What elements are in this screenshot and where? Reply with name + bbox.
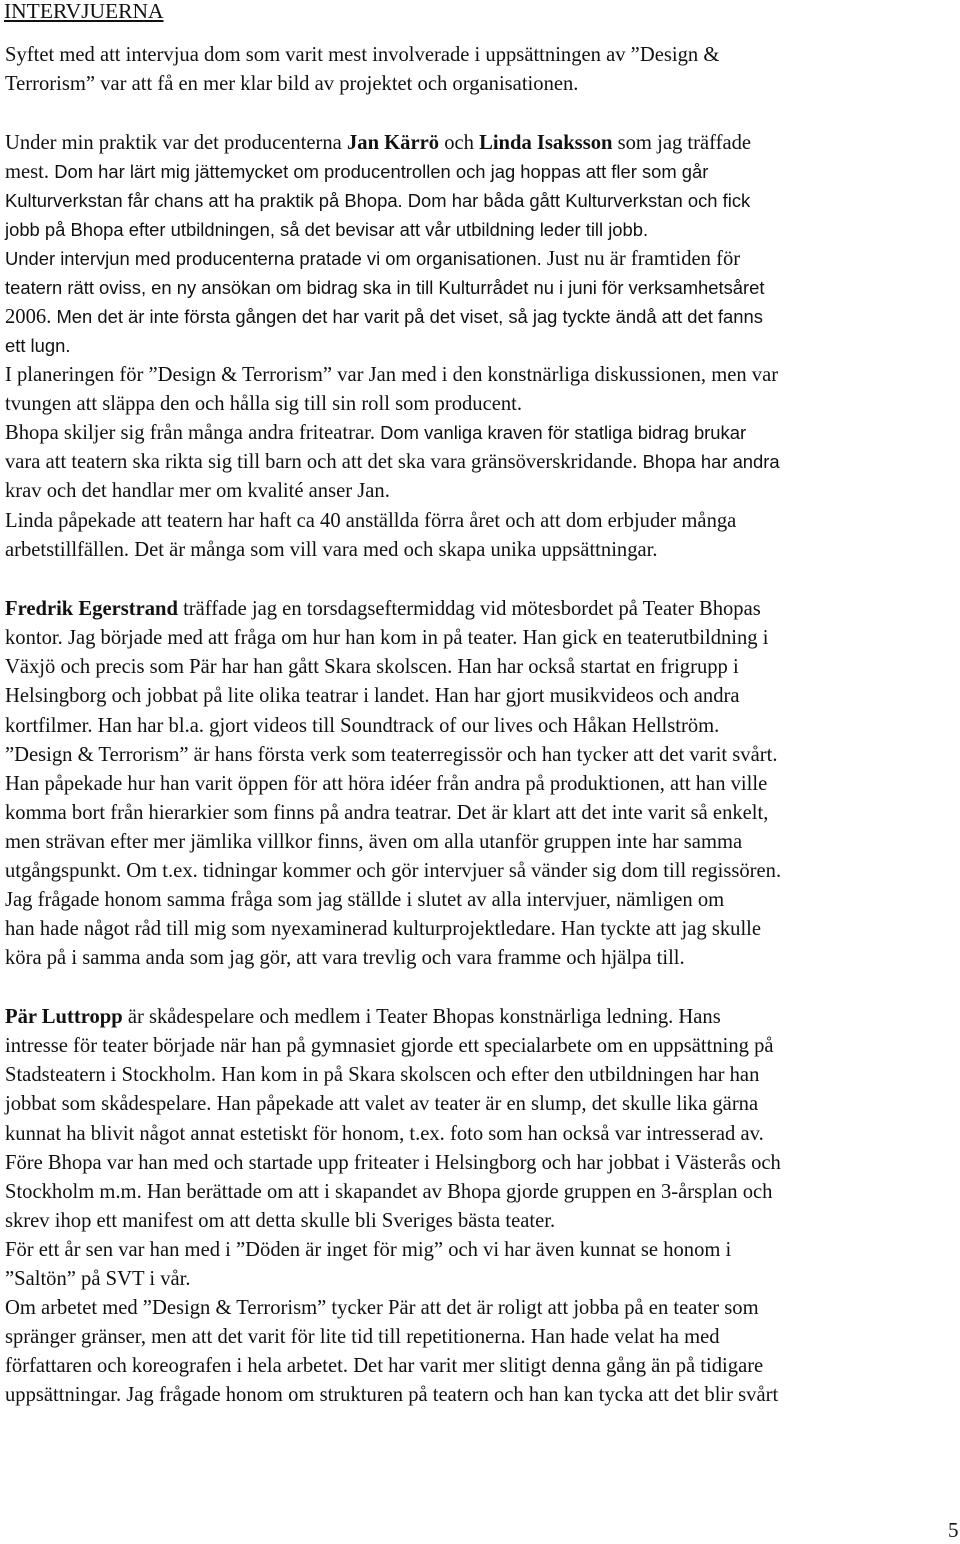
- text-run: ett lugn.: [5, 335, 71, 356]
- text-run: skrev ihop ett manifest om att detta skulle bli Sveriges bästa teater.: [5, 1210, 556, 1232]
- text-run: Hans: [678, 1006, 721, 1028]
- text-run: Han tyckte att jag skulle: [560, 918, 762, 940]
- text-line: [5, 712, 719, 740]
- text-line: [5, 1120, 764, 1148]
- text-line: [5, 332, 70, 360]
- text-line: [5, 41, 719, 69]
- text-line: [5, 390, 522, 418]
- text-run: tvungen att släppa den och hålla sig till sin roll som producent.: [5, 393, 523, 415]
- text-line: [5, 1178, 772, 1206]
- bold-name: Linda Isaksson: [479, 132, 613, 154]
- text-line: [5, 741, 777, 769]
- text-run: Växjö och precis som Pär har han gått Skara skolscen.: [5, 656, 458, 678]
- text-line: [5, 477, 390, 505]
- text-run: Han berättade om att i skapandet av Bhopa gjorde gruppen en 3-årsplan och: [146, 1181, 773, 1203]
- text-run: han hade något råd till mig som nyexaminerad kulturprojektledare.: [5, 918, 561, 940]
- text-run: Helsingborg och jobbat på lite olika teatrar i landet.: [5, 685, 435, 707]
- text-run: Han hade velat ha med: [530, 1326, 720, 1348]
- text-line: [5, 857, 781, 885]
- text-run: kortfilmer. Han har bl.a. gjort videos till Soundtrack of our lives och Håkan Hellström.: [5, 715, 720, 737]
- text-run: Under min praktik var det producenterna: [5, 132, 347, 154]
- text-run: och: [439, 132, 480, 154]
- text-run: krav och det handlar mer om kvalité anser Jan.: [5, 480, 390, 502]
- text-run: teatern rätt oviss, en ny ansökan om bidrag ska in till Kulturrådet nu i juni för verksamhetsåret: [5, 277, 765, 298]
- text-run: Stockholm m.m.: [5, 1181, 147, 1203]
- text-run: Det är många som vill vara med och skapa unika uppsättningar.: [134, 539, 658, 561]
- text-run: För ett år sen var han med i ”Döden är inget för mig” och vi har även kunnat se honom i: [5, 1239, 732, 1261]
- text-run: Linda påpekade att teatern har haft ca 40 anställda förra året och att dom erbjuder många: [5, 510, 737, 532]
- text-run: Bhopa har andra: [642, 451, 780, 472]
- text-run: jobbat som skådespelare.: [5, 1093, 217, 1115]
- text-line: [5, 1265, 191, 1293]
- text-run: som jag träffade: [612, 132, 752, 154]
- text-line: [5, 624, 768, 652]
- bold-name: Fredrik Egerstrand: [5, 598, 178, 620]
- text-run: kontor.: [5, 627, 68, 649]
- text-line: [5, 1149, 781, 1177]
- text-run: vara att teatern ska rikta sig till barn och att det ska vara gränsöverskridande.: [5, 451, 643, 473]
- text-run: Han gick en teaterutbildning i: [522, 627, 769, 649]
- text-run: Terrorism” var att få en mer klar bild av projektet och organisationen.: [5, 73, 579, 95]
- text-run: träffade jag en torsdagseftermiddag vid mötesbordet på Teater Bhopas: [177, 598, 761, 620]
- text-run: Han har också startat en frigrupp i: [457, 656, 739, 678]
- text-run: Men det är inte första gången det har varit på det viset, så jag tyckte ändå att det fanns: [56, 306, 763, 327]
- text-run: Jag frågade honom samma fråga som jag ställde i slutet av alla intervjuer, nämligen om: [5, 889, 725, 911]
- text-run: Dom vanliga kraven för statliga bidrag brukar: [380, 422, 747, 443]
- text-line: [5, 1352, 763, 1380]
- text-run: 2006.: [5, 306, 57, 328]
- text-run: Under intervjun med producenterna pratade vi om organisationen.: [5, 248, 547, 269]
- text-line: [5, 828, 742, 856]
- text-line: [5, 1381, 778, 1409]
- text-line: [5, 915, 761, 943]
- text-line: [5, 1323, 720, 1351]
- text-line: [5, 1032, 774, 1060]
- text-run: spränger gränser, men att det varit för lite tid till repetitionerna.: [5, 1326, 531, 1348]
- text-line: [5, 1003, 721, 1031]
- text-line: [5, 448, 780, 476]
- text-run: uppsättningar.: [5, 1384, 127, 1406]
- text-line: [5, 187, 750, 215]
- text-line: [5, 274, 765, 302]
- text-run: ”Saltön” på SVT i vår.: [5, 1268, 191, 1290]
- bold-name: Pär Luttropp: [5, 1006, 123, 1028]
- text-run: Jag började med att fråga om hur han kom in på teater.: [67, 627, 523, 649]
- text-line: [5, 507, 736, 535]
- text-run: Han kom in på Skara skolscen och efter den utbildningen har han: [221, 1064, 760, 1086]
- text-run: Stadsteatern i Stockholm.: [5, 1064, 222, 1086]
- text-line: [5, 216, 648, 244]
- page-number: 5: [948, 1518, 959, 1542]
- text-run: jobb på Bhopa efter utbildningen, så det bevisar att vår utbildning leder till jobb.: [5, 219, 649, 240]
- text-run: mest.: [5, 161, 55, 183]
- text-line: [5, 536, 658, 564]
- section-heading: INTERVJUERNA: [4, 0, 164, 23]
- text-line: [5, 361, 778, 389]
- text-run: Han har gjort musikvideos och andra: [434, 685, 740, 707]
- text-run: Dom har båda gått Kulturverkstan och fick: [407, 190, 751, 211]
- text-run: Före Bhopa var han med och startade upp friteater i Helsingborg och har jobbat i Västerås och: [5, 1152, 781, 1174]
- text-run: Just nu är framtiden för: [546, 248, 741, 270]
- text-run: men strävan efter mer jämlika villkor finns, även om alla utanför gruppen inte har samma: [5, 831, 743, 853]
- text-run: Han påpekade att valet av teater är en slump, det skulle lika gärna: [216, 1093, 759, 1115]
- text-run: är skådespelare och medlem i Teater Bhopas konstnärliga ledning.: [122, 1006, 679, 1028]
- text-line: [5, 1090, 758, 1118]
- text-line: [5, 770, 767, 798]
- text-line: [5, 1236, 731, 1264]
- text-line: [5, 653, 739, 681]
- text-line: [5, 303, 763, 331]
- text-run: intresse för teater började när han på gymnasiet gjorde ett specialarbete om en uppsättning på: [5, 1035, 774, 1057]
- text-run: Han påpekade hur han varit öppen för att höra idéer från andra på produktionen, att han ville: [5, 773, 768, 795]
- text-line: [5, 158, 708, 186]
- text-run: Det har varit mer slitigt denna gång än på tidigare: [353, 1355, 764, 1377]
- text-line: [5, 70, 578, 98]
- text-run: Om arbetet med ”Design & Terrorism” tycker Pär att det är roligt att jobba på en teater som: [5, 1297, 759, 1319]
- text-line: [5, 1207, 555, 1235]
- text-run: kunnat ha blivit något annat estetiskt för honom, t.ex. foto som han också var intresserad av.: [5, 1123, 764, 1145]
- bold-name: Jan Kärrö: [346, 132, 440, 154]
- text-run: Kulturverkstan får chans att ha praktik på Bhopa.: [5, 190, 408, 211]
- text-run: komma bort från hierarkier som finns på andra teatrar.: [5, 802, 457, 824]
- text-run: Det är klart att det inte varit så enkelt,: [456, 802, 769, 824]
- text-run: arbetstillfällen.: [5, 539, 135, 561]
- text-line: [5, 682, 740, 710]
- text-run: författaren och koreografen i hela arbetet.: [5, 1355, 354, 1377]
- text-run: köra på i samma anda som jag gör, att vara trevlig och vara framme och hjälpa till.: [5, 947, 685, 969]
- text-line: [5, 944, 685, 972]
- text-line: [5, 245, 740, 273]
- text-line: [5, 886, 724, 914]
- text-run: utgångspunkt. Om t.ex. tidningar kommer och gör intervjuer så vänder sig dom till regissören.: [5, 860, 782, 882]
- text-run: Jag frågade honom om strukturen på teatern och han kan tycka att det blir svårt: [126, 1384, 779, 1406]
- text-run: I planeringen för ”Design & Terrorism” var Jan med i den konstnärliga diskussionen, men var: [5, 364, 779, 386]
- text-run: Dom har lärt mig jättemycket om producentrollen och jag hoppas att fler som går: [54, 161, 709, 182]
- text-line: [5, 129, 751, 157]
- text-line: [5, 799, 768, 827]
- text-line: [5, 1294, 759, 1322]
- text-line: [5, 1061, 759, 1089]
- text-run: Syftet med att intervjua dom som varit mest involverade i uppsättningen av ”Design &: [5, 44, 720, 66]
- text-run: ”Design & Terrorism” är hans första verk som teaterregissör och han tycker att det varit svårt.: [5, 744, 778, 766]
- text-run: Bhopa skiljer sig från många andra friteatrar.: [5, 422, 381, 444]
- text-line: [5, 595, 761, 623]
- text-line: [5, 419, 746, 447]
